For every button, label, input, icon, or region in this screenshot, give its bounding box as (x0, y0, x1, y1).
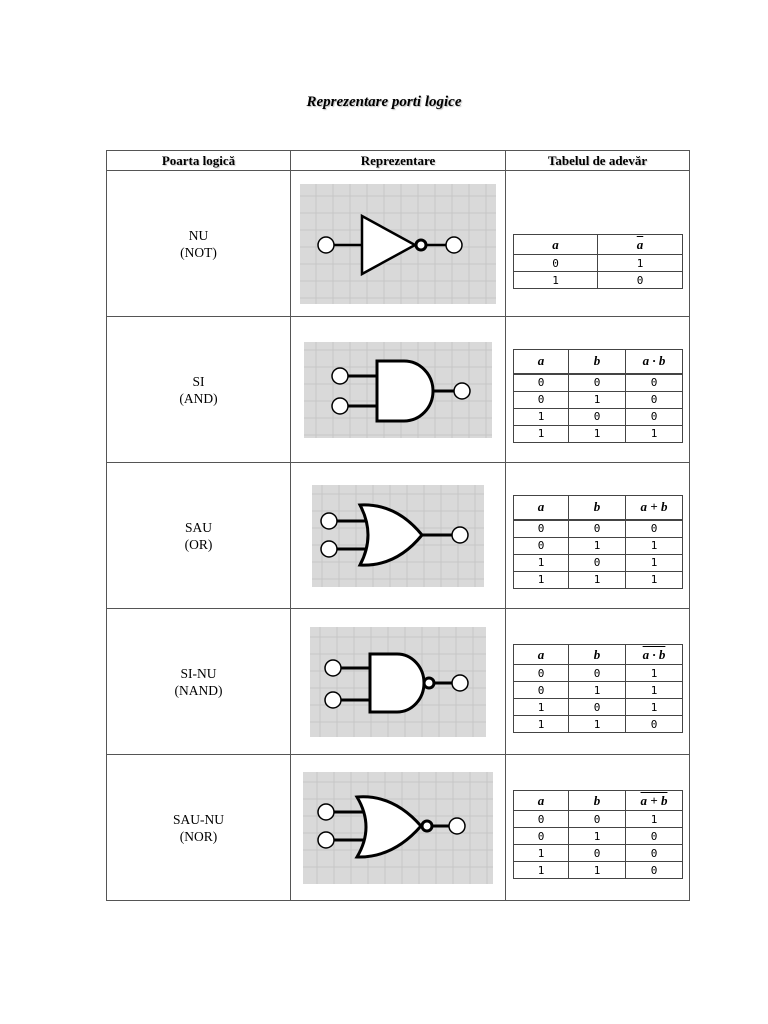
table-row (514, 811, 683, 828)
cell: 1 (626, 425, 683, 442)
cell: 0 (626, 374, 683, 392)
gate-english-name: (OR) (184, 536, 213, 552)
cell: 0 (626, 845, 683, 862)
table-row (514, 828, 683, 845)
column-header-output: a · b (626, 349, 683, 374)
cell: 1 (626, 554, 683, 571)
column-header-a: a (514, 645, 569, 665)
cell: 1 (569, 391, 626, 408)
cell: 0 (626, 520, 683, 538)
cell: 0 (514, 828, 569, 845)
table-row (514, 520, 683, 538)
output-expression: a + b (640, 792, 668, 808)
cell: 0 (514, 255, 598, 272)
column-header-b: b (569, 791, 626, 811)
gate-name-cell (107, 463, 291, 609)
cell: 0 (514, 391, 569, 408)
cell: 0 (569, 845, 626, 862)
truth-table-or (513, 495, 683, 589)
column-header-output (626, 645, 683, 665)
document-title: Reprezentare porti logice (306, 94, 462, 110)
gate-name: SAU (184, 519, 212, 535)
gate-name-cell (107, 755, 291, 901)
column-header-b: b (569, 349, 626, 374)
cell: 0 (514, 665, 569, 682)
table-row (514, 537, 683, 554)
header-gate: Poarta logică (107, 151, 291, 171)
cell: 1 (514, 408, 569, 425)
cell: 0 (569, 699, 626, 716)
gate-symbol-cell (291, 463, 506, 609)
cell: 0 (514, 520, 569, 538)
header-row (107, 151, 690, 171)
cell: 1 (569, 537, 626, 554)
column-header-a: a (514, 791, 569, 811)
gate-name-cell (107, 609, 291, 755)
cell: 0 (514, 537, 569, 554)
table-row (514, 408, 683, 425)
cell: 1 (626, 537, 683, 554)
truth-table-cell (506, 171, 690, 317)
gate-name: NU (188, 227, 209, 243)
and-gate-icon (304, 342, 492, 438)
gate-symbol-cell (291, 755, 506, 901)
not-gate-icon (300, 184, 496, 304)
cell: 1 (514, 845, 569, 862)
cell: 1 (626, 665, 683, 682)
cell: 1 (514, 571, 569, 588)
cell: 1 (514, 716, 569, 733)
table-row (514, 391, 683, 408)
truth-table-and (513, 349, 683, 443)
gate-name: SAU-NU (172, 811, 224, 827)
gate-row-nor (107, 755, 690, 901)
table-row (514, 682, 683, 699)
column-header-output (598, 235, 683, 255)
gate-row-and (107, 317, 690, 463)
cell: 0 (569, 665, 626, 682)
cell: 1 (569, 571, 626, 588)
truth-table-not (513, 234, 683, 289)
nor-gate-icon (303, 772, 493, 884)
cell: 1 (626, 699, 683, 716)
cell: 1 (514, 425, 569, 442)
truth-table-nor (513, 790, 683, 879)
truth-table-cell (506, 317, 690, 463)
column-header-a: a (514, 235, 598, 255)
table-row (514, 554, 683, 571)
cell: 0 (598, 272, 683, 289)
cell: 0 (569, 520, 626, 538)
cell: 1 (626, 811, 683, 828)
column-header-output (626, 791, 683, 811)
truth-table-cell (506, 609, 690, 755)
table-row (514, 272, 683, 289)
gate-symbol-cell (291, 171, 506, 317)
cell: 0 (569, 811, 626, 828)
cell: 1 (514, 554, 569, 571)
truth-table-cell (506, 755, 690, 901)
table-row (514, 571, 683, 588)
column-header-b: b (569, 645, 626, 665)
logic-gates-table (106, 150, 690, 901)
cell: 1 (514, 699, 569, 716)
output-expression: $\overline{a}$ (636, 236, 644, 252)
cell: 1 (569, 425, 626, 442)
gate-english-name: (NAND) (174, 682, 223, 698)
table-row (514, 716, 683, 733)
output-expression: a · b (642, 646, 666, 662)
gate-english-name: (AND) (179, 390, 218, 406)
gate-name-cell (107, 317, 291, 463)
column-header-b: b (569, 495, 626, 520)
cell: 1 (569, 716, 626, 733)
column-header-a: a (514, 349, 569, 374)
cell: 0 (626, 391, 683, 408)
gate-name: SI (192, 373, 205, 389)
gate-symbol-cell (291, 609, 506, 755)
table-row (514, 255, 683, 272)
table-row (514, 845, 683, 862)
cell: 1 (569, 682, 626, 699)
gate-name-cell (107, 171, 291, 317)
gate-name: SI-NU (180, 665, 217, 681)
cell: 0 (626, 828, 683, 845)
table-row (514, 862, 683, 879)
gate-row-or (107, 463, 690, 609)
cell: 1 (514, 272, 598, 289)
cell: 1 (514, 862, 569, 879)
cell: 0 (514, 811, 569, 828)
cell: 1 (569, 828, 626, 845)
header-truth-table: Tabelul de adevăr (506, 151, 690, 171)
column-header-output: a + b (626, 495, 683, 520)
cell: 0 (514, 374, 569, 392)
gate-row-nand (107, 609, 690, 755)
gate-symbol-cell (291, 317, 506, 463)
cell: 0 (626, 862, 683, 879)
gate-english-name: (NOT) (180, 244, 217, 260)
table-row (514, 425, 683, 442)
header-representation: Reprezentare (291, 151, 506, 171)
table-row (514, 665, 683, 682)
cell: 1 (626, 682, 683, 699)
truth-table-cell (506, 463, 690, 609)
column-header-a: a (514, 495, 569, 520)
truth-table-nand (513, 644, 683, 733)
nand-gate-icon (310, 627, 486, 737)
cell: 0 (626, 716, 683, 733)
or-gate-icon (312, 485, 484, 587)
table-row (514, 374, 683, 392)
cell: 1 (626, 571, 683, 588)
cell: 0 (514, 682, 569, 699)
cell: 0 (569, 408, 626, 425)
gate-row-not (107, 171, 690, 317)
cell: 1 (598, 255, 683, 272)
table-row (514, 699, 683, 716)
gate-english-name: (NOR) (179, 828, 218, 844)
cell: 0 (569, 554, 626, 571)
cell: 1 (569, 862, 626, 879)
cell: 0 (626, 408, 683, 425)
cell: 0 (569, 374, 626, 392)
